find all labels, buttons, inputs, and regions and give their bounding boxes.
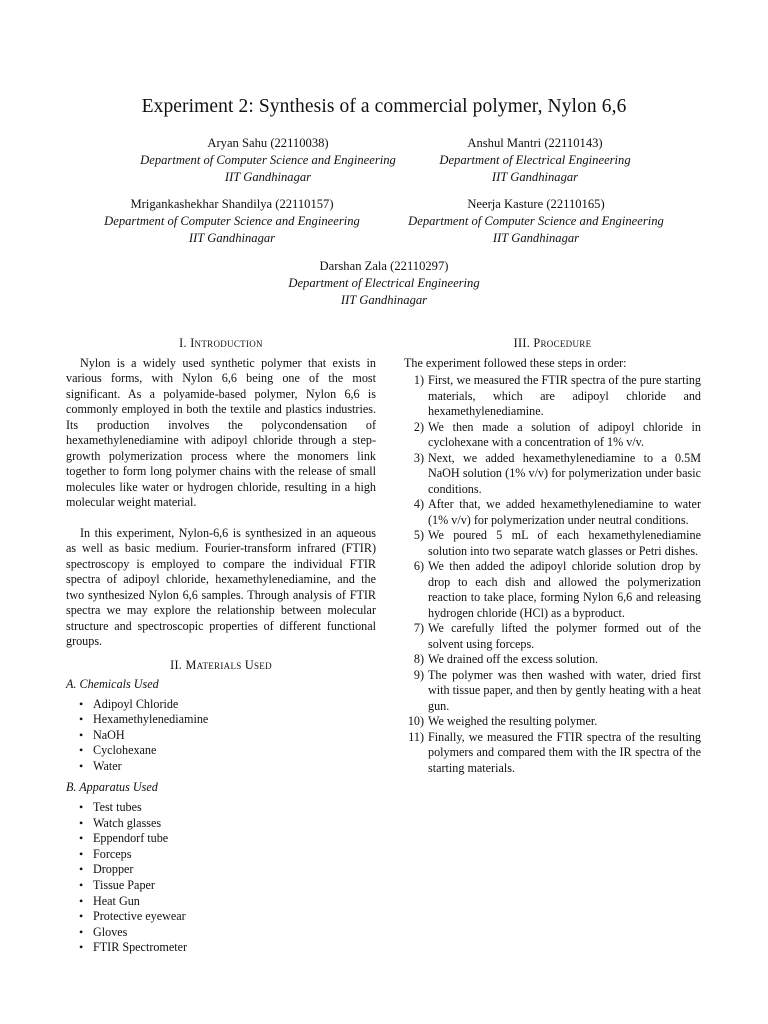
step-number: 5)	[413, 528, 424, 542]
list-item: • NaOH	[66, 728, 376, 744]
list-item: • Tissue Paper	[66, 878, 376, 894]
step-text: We drained off the excess solution.	[428, 652, 599, 666]
chemicals-subheading: A. Chemicals Used	[66, 677, 159, 691]
author-block	[400, 135, 670, 186]
apparatus-subheading: B. Apparatus Used	[66, 780, 158, 795]
procedure-step	[404, 668, 701, 715]
step-number: 4)	[413, 497, 424, 511]
procedure-step	[404, 714, 701, 730]
introduction-heading: I. Introduction	[179, 336, 263, 350]
author-name: Neerja Kasture (22110165)	[467, 197, 605, 211]
list-item: • Dropper	[66, 862, 376, 878]
author-department: Department of Electrical Engineering	[288, 276, 480, 290]
chemicals-list	[66, 697, 376, 775]
author-institute: IIT Gandhinagar	[188, 231, 276, 245]
author-block	[118, 135, 418, 186]
procedure-step	[404, 652, 701, 668]
author-department: Department of Computer Science and Engineering	[408, 214, 664, 228]
author-block	[234, 258, 534, 309]
paper-title: Experiment 2: Synthesis of a commercial polymer, Nylon 6,6	[141, 96, 627, 117]
step-text: The polymer was then washed with water, dried first with tissue paper, and then by gently heating with a heat gun.	[428, 667, 701, 713]
author-name: Darshan Zala (22110297)	[319, 259, 449, 273]
step-number: 11)	[408, 729, 424, 744]
list-item: • Test tubes	[66, 800, 376, 816]
materials-heading: II. Materials Used	[170, 657, 272, 672]
step-text: Next, we added hexamethylenediamine to a 0.5M NaOH solution (1% v/v) for polymerization under basic conditions.	[428, 450, 701, 496]
list-item: • Hexamethylenediamine	[66, 712, 376, 728]
procedure-step	[404, 420, 701, 451]
procedure-steps	[404, 373, 701, 776]
step-number: 10)	[407, 714, 424, 728]
author-name: Aryan Sahu (22110038)	[207, 136, 329, 150]
introduction-paragraph: Nylon is a widely used synthetic polymer that exists in various forms, with Nylon 6,6 being one of the most significant. As a polyamide-based polymer, Nylon 6,6 is commonly employed in both the textile and plastics industries. Its production involves the polycondensation of hexamethylenediamine with adipoyl chloride through a step-growth polymerization process where the monomers link together to form long polymer chains with the release of small molecules like water or hydrogen chloride, resulting in a high molecular weight material.	[66, 355, 376, 509]
step-text: We poured 5 mL of each hexamethylenediamine solution into two separate watch glasses or Petri dishes.	[428, 528, 701, 558]
list-item: • Gloves	[66, 925, 376, 941]
author-institute: IIT Gandhinagar	[340, 293, 428, 307]
author-institute: IIT Gandhinagar	[492, 231, 580, 245]
step-text: Finally, we measured the FTIR spectra of the resulting polymers and compared them with the IR spectra of the starting materials.	[428, 729, 701, 775]
step-number: 3)	[413, 450, 424, 465]
author-block	[386, 196, 686, 247]
author-institute: IIT Gandhinagar	[491, 170, 579, 184]
step-number: 9)	[413, 667, 424, 682]
step-text: We weighed the resulting polymer.	[428, 714, 598, 728]
author-institute: IIT Gandhinagar	[224, 170, 312, 184]
list-item: • FTIR Spectrometer	[66, 940, 376, 956]
step-text: We then made a solution of adipoyl chloride in cyclohexane with a concentration of 1% v/v.	[428, 419, 701, 449]
introduction-paragraph: In this experiment, Nylon-6,6 is synthesized in an aqueous as well as basic medium. Fourier-transform infrared (FTIR) spectroscopy is employed to compare the individual FTIR spectra of adipoyl chloride, hexamethylenediamine, and the two synthesized Nylon 6,6 samples. Through analysis of FTIR spectra we may explore the relationship between molecular structure and spectroscopic properties of different functional groups.	[66, 525, 376, 648]
procedure-intro: The experiment followed these steps in order:	[404, 355, 627, 370]
step-text: We then added the adipoyl chloride solution drop by drop to each dish and allowed the polymerization reaction to take place, forming Nylon 6,6 and releasing hydrogen chloride (HCl) as a byproduct.	[428, 559, 701, 620]
list-item: • Watch glasses	[66, 816, 376, 832]
list-item: • Protective eyewear	[66, 909, 376, 925]
apparatus-list	[66, 800, 376, 956]
step-number: 8)	[413, 652, 424, 666]
list-item: • Water	[66, 759, 376, 775]
author-block	[82, 196, 382, 247]
list-item: • Heat Gun	[66, 894, 376, 910]
step-number: 2)	[413, 419, 424, 434]
list-item: • Cyclohexane	[66, 743, 376, 759]
procedure-step	[404, 559, 701, 621]
author-department: Department of Electrical Engineering	[439, 153, 631, 167]
procedure-step	[404, 451, 701, 498]
author-department: Department of Computer Science and Engineering	[140, 153, 396, 167]
step-number: 6)	[413, 559, 424, 573]
procedure-step	[404, 730, 701, 777]
procedure-heading: III. Procedure	[513, 336, 592, 350]
procedure-step	[404, 528, 701, 559]
procedure-step	[404, 621, 701, 652]
procedure-step	[404, 373, 701, 420]
author-department: Department of Computer Science and Engineering	[104, 214, 360, 228]
step-number: 7)	[413, 621, 424, 635]
list-item: • Forceps	[66, 847, 376, 863]
step-number: 1)	[413, 373, 424, 387]
procedure-step	[404, 497, 701, 528]
step-text: After that, we added hexamethylenediamine to water (1% v/v) for polymerization under neutral conditions.	[428, 497, 701, 527]
step-text: First, we measured the FTIR spectra of the pure starting materials, which are adipoyl chloride and hexamethylenediamine.	[428, 373, 701, 418]
right-column	[404, 336, 701, 776]
author-name: Mrigankashekhar Shandilya (22110157)	[130, 197, 334, 211]
list-item: • Eppendorf tube	[66, 831, 376, 847]
left-column	[66, 336, 376, 962]
author-name: Anshul Mantri (22110143)	[467, 136, 603, 150]
step-text: We carefully lifted the polymer formed out of the solvent using forceps.	[428, 621, 701, 651]
list-item: • Adipoyl Chloride	[66, 697, 376, 713]
